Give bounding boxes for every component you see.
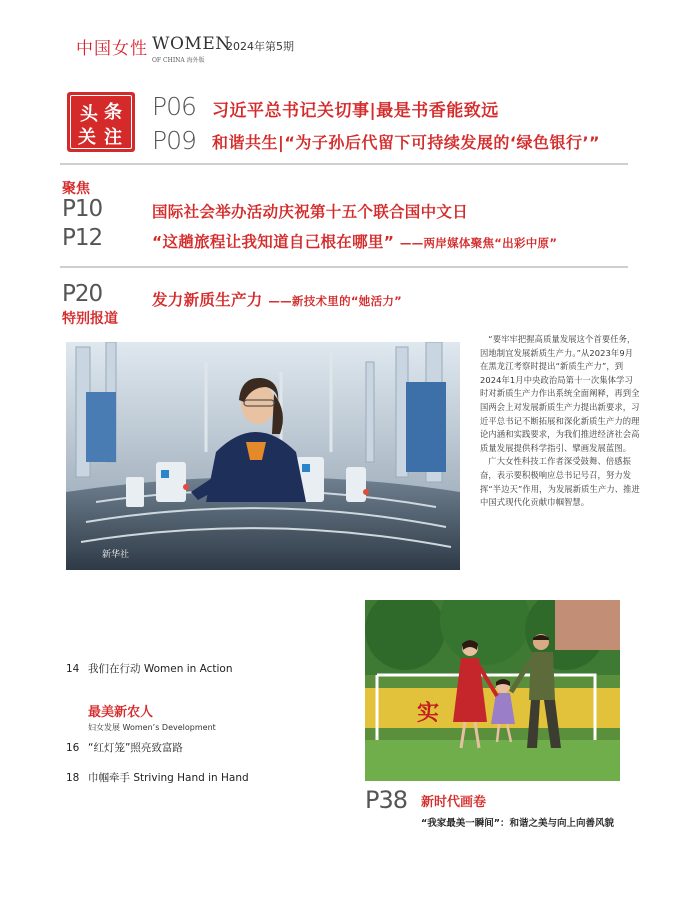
headline-title: 和谐共生|“为子孙后代留下可持续发展的‘绿色银行’”	[212, 133, 601, 152]
toc-item-text: 巾帼牵手 Striving Hand in Hand	[88, 772, 249, 784]
factory-photo	[66, 342, 460, 570]
special-title[interactable]	[152, 288, 402, 310]
page-number-p12: P12	[62, 225, 103, 251]
toc-page-number: 18	[66, 772, 80, 784]
toc-item-text: “红灯笼”照亮致富路	[88, 742, 183, 754]
headline-title: 习近平总书记关切事|最是书香能致远	[212, 101, 499, 121]
stamp-char: 注	[104, 127, 122, 148]
divider	[60, 163, 628, 165]
divider	[60, 266, 628, 268]
brand-women: WOMEN	[152, 34, 231, 54]
toc-item-18[interactable]	[66, 770, 249, 785]
family-photo	[365, 600, 620, 781]
toc-item-text: 我们在行动 Women in Action	[88, 663, 233, 675]
page-number: P09	[152, 126, 196, 155]
special-title-sub: ——新技术里的“她活力”	[268, 294, 403, 308]
special-body-text	[480, 333, 640, 510]
wall-sign: 实	[417, 701, 440, 726]
page-number: P06	[152, 92, 196, 121]
special-title-main: 发力新质生产力	[152, 291, 263, 309]
pictorial-title[interactable]: 新时代画卷	[421, 795, 487, 810]
focus-title-p12[interactable]	[152, 230, 557, 252]
family-illustration	[365, 600, 620, 781]
factory-illustration	[66, 342, 460, 570]
stamp-char: 关	[78, 127, 96, 148]
focus-label: 聚焦	[62, 181, 90, 197]
brand-name: 中国女性	[76, 39, 148, 59]
toc-page-number: 14	[66, 663, 80, 675]
focus-title-main: “这趟旅程让我知道自己根在哪里”	[152, 233, 395, 251]
body-paragraph: 广大女性科技工作者深受鼓舞、倍感振奋，表示要积极响应总书记号召，努力发挥“半边天”作用，为发展新质生产力、推进中国式现代化贡献巾帼智慧。	[480, 456, 640, 508]
section-subheading: 妇女发展 Women’s Development	[88, 723, 216, 732]
issue-number: 2024年第5期	[226, 40, 294, 53]
brand-of-china: OF CHINA 海外版	[152, 57, 205, 64]
page-number-p38: P38	[365, 786, 408, 814]
headline-stamp	[67, 92, 135, 152]
body-paragraph: “要牢牢把握高质量发展这个首要任务，因地制宜发展新质生产力。”从2023年9月在黑龙江考察时提出“新质生产力”，到2024年1月中央政治局第十一次集体学习时对新质生产力作出系统全面阐释，再到全国两会上对发展新质生产力提出新要求，习近平总书记不断拓展和深化新质生产力的理论内涵和实践要求，为我们推进经济社会高质量发展提供科学指引、擘画发展蓝图。	[480, 334, 640, 453]
page-number-p20: P20	[62, 281, 103, 307]
toc-item-16[interactable]	[66, 740, 183, 755]
focus-title-p10[interactable]: 国际社会举办活动庆祝第十五个联合国中文日	[152, 203, 469, 221]
special-label: 特别报道	[62, 311, 118, 327]
pictorial-subtitle: “我家最美一瞬间”：和谐之美与向上向善风貌	[421, 818, 614, 829]
stamp-char: 头	[80, 104, 98, 125]
toc-item-14[interactable]	[66, 661, 233, 676]
photo-credit: 新华社	[102, 550, 130, 560]
focus-title-sub: ——两岸媒体聚焦“出彩中原”	[399, 236, 558, 250]
toc-page-number: 16	[66, 742, 80, 754]
section-heading: 最美新农人	[88, 705, 154, 720]
page-number-p10: P10	[62, 196, 103, 222]
stamp-char: 条	[104, 102, 122, 123]
